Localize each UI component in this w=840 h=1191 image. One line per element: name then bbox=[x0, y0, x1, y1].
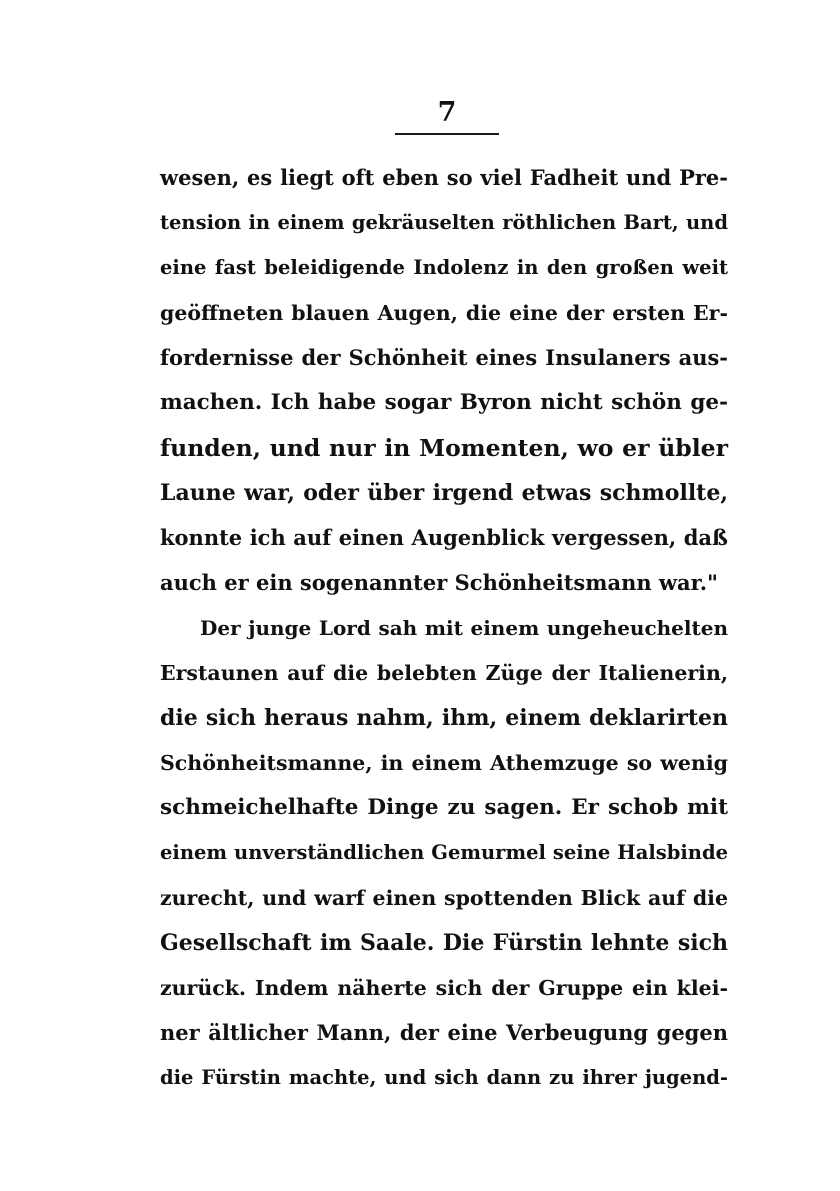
text-line: Gesellschaft im Saale. Die Fürstin lehnte sich bbox=[160, 930, 728, 956]
text-line: schmeichelhafte Dinge zu sagen. Er schob mit bbox=[160, 795, 728, 820]
text-line: die sich heraus nahm, ihm, einem deklarirten bbox=[160, 705, 728, 731]
body-text bbox=[160, 158, 728, 1103]
text-line: geöffneten blauen Augen, die eine der ersten Er- bbox=[160, 301, 728, 325]
page-number-rule bbox=[395, 133, 499, 135]
text-line: wesen, es liegt oft eben so viel Fadheit und Pre- bbox=[160, 165, 728, 190]
text-line: funden, und nur in Momenten, wo er übler bbox=[160, 434, 728, 462]
text-line: auch er ein sogenannter Schönheitsmann war." bbox=[160, 570, 718, 595]
text-line: zurecht, und warf einen spottenden Blick auf die bbox=[160, 886, 728, 910]
text-line: die Fürstin machte, und sich dann zu ihrer jugend- bbox=[160, 1066, 728, 1089]
text-line: Laune war, oder über irgend etwas schmollte, bbox=[160, 480, 728, 506]
text-line: fordernisse der Schönheit eines Insulaners aus- bbox=[160, 345, 728, 370]
page-number: 7 bbox=[437, 97, 457, 128]
text-line: konnte ich auf einen Augenblick vergessen, daß bbox=[160, 525, 728, 550]
text-line: Schönheitsmanne, in einem Athemzuge so wenig bbox=[160, 751, 728, 775]
paragraph-start-line: Der junge Lord sah mit einem ungeheuchelten bbox=[200, 616, 728, 640]
text-line: zurück. Indem näherte sich der Gruppe ein klei- bbox=[160, 976, 728, 1000]
text-line: machen. Ich habe sogar Byron nicht schön ge- bbox=[160, 390, 728, 415]
text-line: eine fast beleidigende Indolenz in den großen weit bbox=[160, 256, 728, 279]
text-line: einem unverständlichen Gemurmel seine Halsbinde bbox=[160, 841, 728, 864]
text-line: ner ältlicher Mann, der eine Verbeugung gegen bbox=[160, 1020, 728, 1045]
text-line: tension in einem gekräuselten röthlichen Bart, und bbox=[160, 211, 728, 234]
text-line: Erstaunen auf die belebten Züge der Italienerin, bbox=[160, 661, 728, 685]
